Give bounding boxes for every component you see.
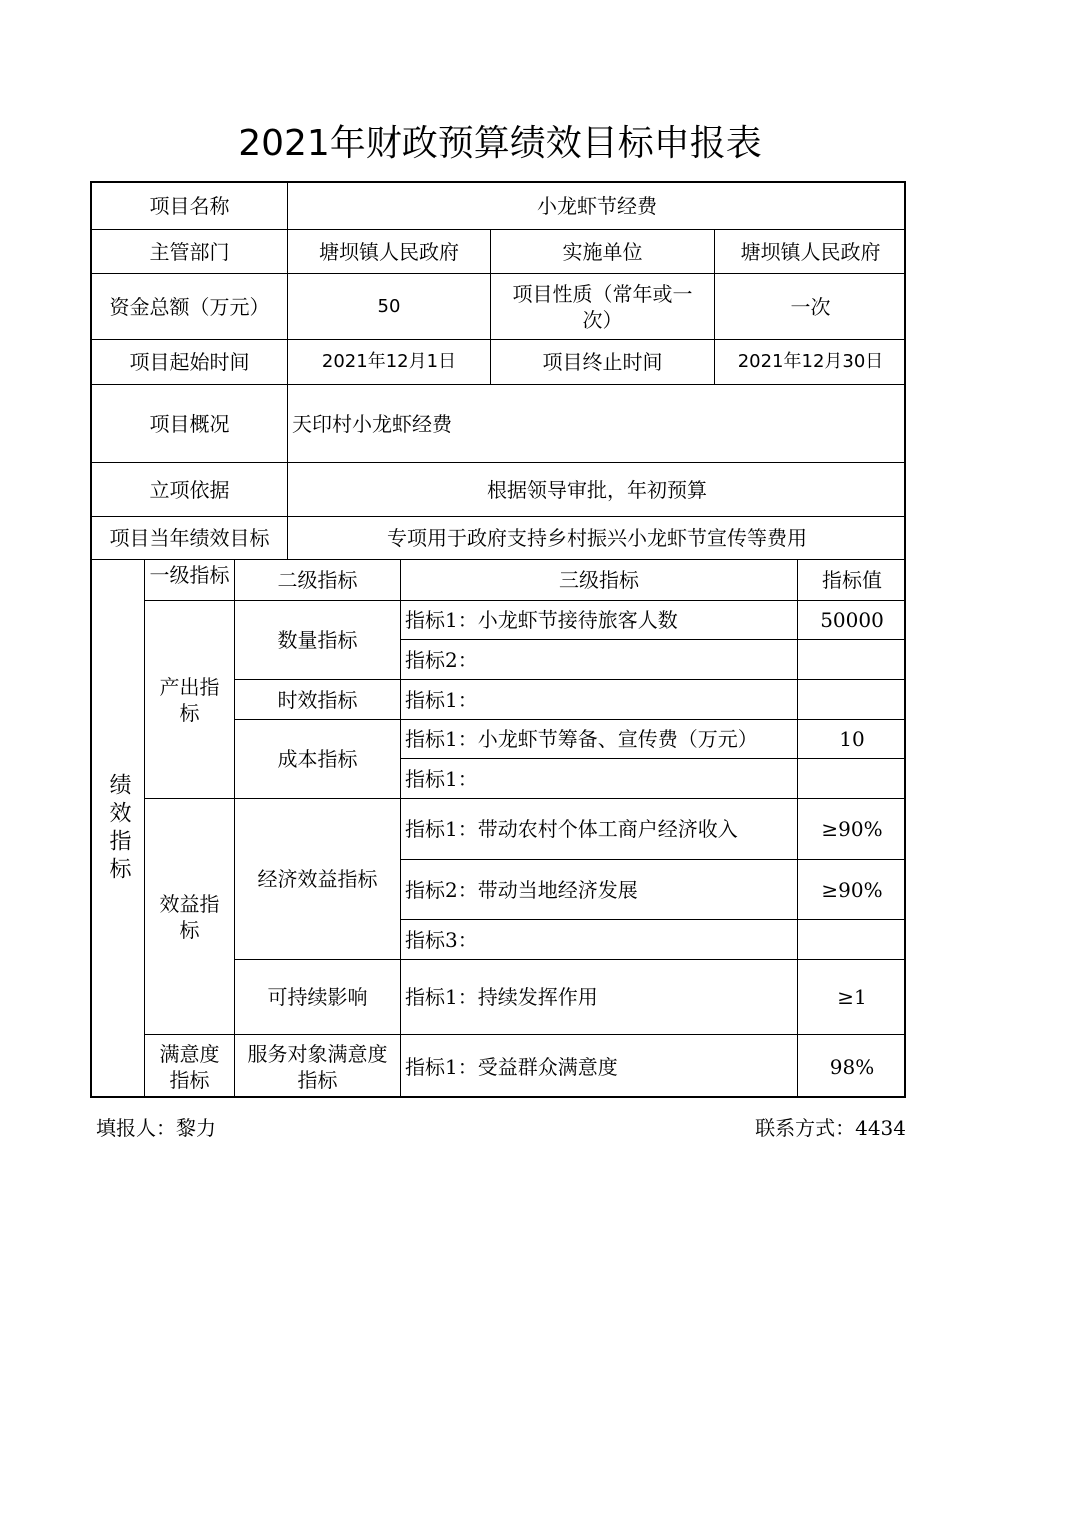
indicator-value <box>797 679 906 719</box>
impl-value: 塘坝镇人民政府 <box>714 229 906 273</box>
satisfaction-label: 满意度指标 <box>144 1034 234 1098</box>
nature-label: 项目性质（常年或一次） <box>490 273 714 339</box>
cost-label: 成本指标 <box>234 719 400 798</box>
project-name-label: 项目名称 <box>149 194 230 218</box>
indicator-value <box>797 639 906 679</box>
fund-value: 50 <box>287 273 490 339</box>
dept-label: 主管部门 <box>92 229 287 273</box>
end-label: 项目终止时间 <box>490 339 714 384</box>
benefit-label: 效益指标 <box>144 798 234 1034</box>
indicator-name: 指标1：小龙虾节接待旅客人数 <box>400 600 797 639</box>
basis-value: 根据领导审批，年初预算 <box>287 462 906 516</box>
header-level1: 一级指标 <box>144 559 234 600</box>
start-label: 项目起始时间 <box>92 339 287 384</box>
indicator-value: ≥90% <box>797 859 906 919</box>
sustain-label: 可持续影响 <box>234 959 400 1034</box>
indicator-value: 98% <box>797 1034 906 1098</box>
perf-section-text: 绩效指标 <box>106 773 131 885</box>
indicator-name: 指标1： <box>400 758 797 798</box>
indicator-value <box>797 919 906 959</box>
dept-value: 塘坝镇人民政府 <box>287 229 490 273</box>
header-level2: 二级指标 <box>234 559 400 600</box>
header-level3: 三级指标 <box>400 559 797 600</box>
fund-label: 资金总额（万元） <box>92 273 287 339</box>
filler-text: 填报人：黎力 <box>96 1116 216 1140</box>
indicator-value: 50000 <box>797 600 906 639</box>
budget-table <box>90 181 906 1098</box>
indicator-name: 指标2：带动当地经济发展 <box>400 859 797 919</box>
nature-value: 一次 <box>714 273 906 339</box>
header-value: 指标值 <box>797 559 906 600</box>
indicator-name: 指标1：带动农村个体工商户经济收入 <box>400 798 797 859</box>
page-title: 2021年财政预算绩效目标申报表 <box>238 123 762 164</box>
quantity-label: 数量指标 <box>234 600 400 679</box>
overview-label: 项目概况 <box>92 384 287 462</box>
output-label: 产出指标 <box>144 600 234 798</box>
indicator-value: ≥90% <box>797 798 906 859</box>
goal-label: 项目当年绩效目标 <box>92 516 287 559</box>
start-value: 2021年12月1日 <box>287 339 490 384</box>
indicator-name: 指标3： <box>400 919 797 959</box>
indicator-name: 指标1：小龙虾节筹备、宣传费（万元） <box>400 719 797 758</box>
indicator-value <box>797 758 906 798</box>
overview-value: 天印村小龙虾经费 <box>287 384 906 462</box>
perf-section-label <box>92 559 144 1098</box>
basis-label: 立项依据 <box>92 462 287 516</box>
indicator-name: 指标1：持续发挥作用 <box>400 959 797 1034</box>
end-value: 2021年12月30日 <box>714 339 906 384</box>
indicator-name: 指标1：受益群众满意度 <box>400 1034 797 1098</box>
indicator-value: 10 <box>797 719 906 758</box>
indicator-name: 指标2： <box>400 639 797 679</box>
service-satisfaction-label: 服务对象满意度指标 <box>234 1034 400 1098</box>
economic-label: 经济效益指标 <box>234 798 400 959</box>
goal-value: 专项用于政府支持乡村振兴小龙虾节宣传等费用 <box>287 516 906 559</box>
impl-label: 实施单位 <box>490 229 714 273</box>
contact-text: 联系方式：4434 <box>755 1116 906 1140</box>
timeliness-label: 时效指标 <box>234 679 400 719</box>
project-name-value: 小龙虾节经费 <box>287 183 906 229</box>
indicator-value: ≥1 <box>797 959 906 1034</box>
indicator-name: 指标1： <box>400 679 797 719</box>
